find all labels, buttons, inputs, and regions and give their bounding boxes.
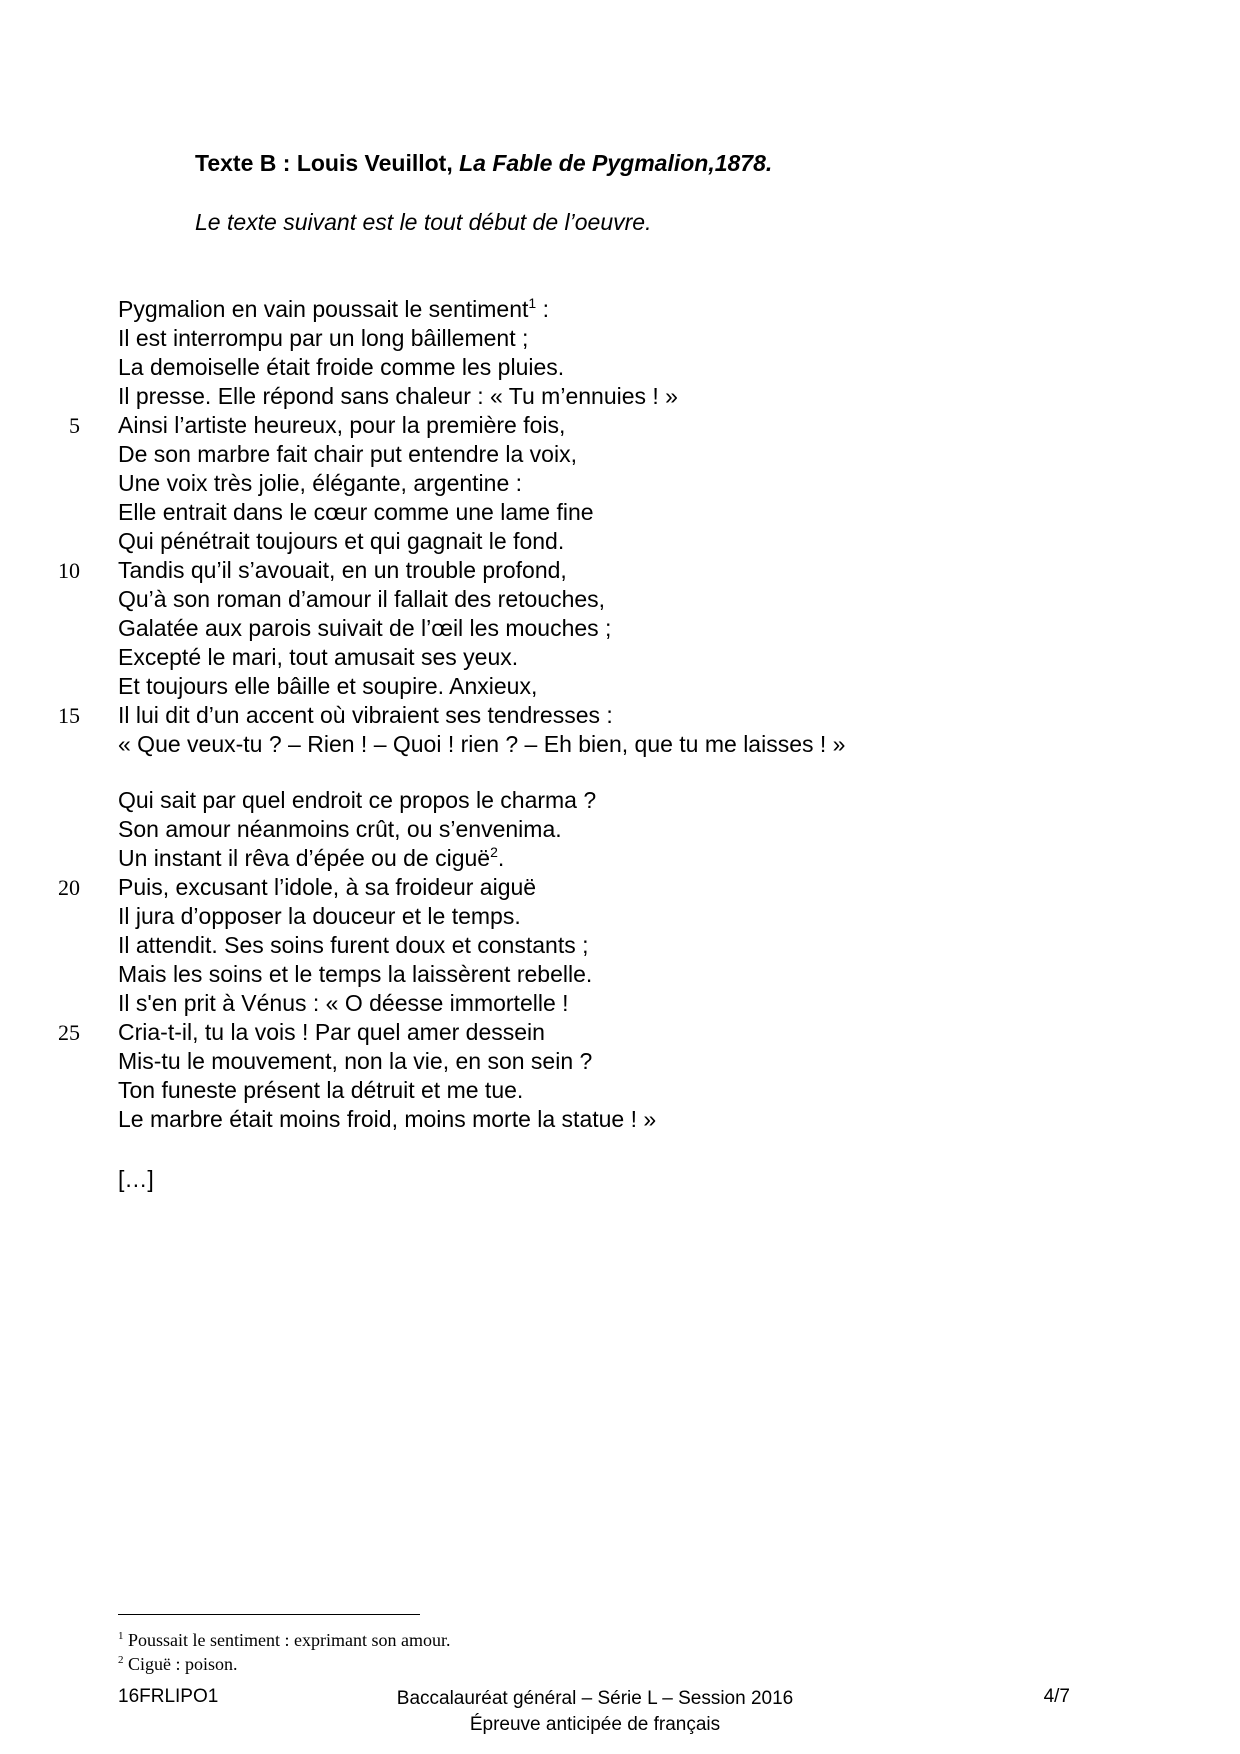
verse-text [118,411,565,440]
verse-line [0,614,1240,643]
verse-words: Galatée aux parois suivait de l’œil les mouches ; [118,615,612,641]
verse-line [0,469,1240,498]
verse-text [118,469,522,498]
verse-line [0,1105,1240,1134]
intro-note: Le texte suivant est le tout début de l’oeuvre. [195,209,652,235]
verse-words: Il s'en prit à Vénus : « O déesse immortelle ! [118,990,569,1016]
verse-line [0,1047,1240,1076]
verse-text [118,1076,523,1105]
verse-text [118,498,594,527]
verse-line [0,440,1240,469]
verse-line [0,498,1240,527]
verse-punctuation: : [536,296,549,322]
verse-line [0,989,1240,1018]
verse-text [118,960,592,989]
footnotes [118,1628,450,1676]
verse-line [0,382,1240,411]
verse-line [0,672,1240,701]
verse-line [0,815,1240,844]
verse-words: Mais les soins et le temps la laissèrent rebelle. [118,961,593,987]
verse-text [118,931,589,960]
verse-text [118,382,678,411]
verse-punctuation: . [497,845,505,871]
verse-line [0,411,1240,440]
poem-stanza-1 [0,295,1240,759]
verse-words: Et toujours elle bâille et soupire. Anxieux, [118,673,538,699]
verse-line [0,960,1240,989]
verse-words: Elle entrait dans le cœur comme une lame fine [118,499,594,525]
verse-words: Il jura d’opposer la douceur et le temps. [118,903,521,929]
verse-line [0,844,1240,873]
verse-text [118,556,567,585]
verse-text [118,643,518,672]
text-heading [195,150,772,177]
verse-words: Ainsi l’artiste heureux, pour la première fois, [118,412,566,438]
line-number: 25 [58,1020,80,1045]
verse-line [0,585,1240,614]
footer-line-1: Baccalauréat général – Série L – Session 2016 [396,1688,794,1709]
verse-text [118,844,504,873]
verse-words: Qui sait par quel endroit ce propos le charma ? [118,787,597,813]
verse-text [118,527,564,556]
verse-words: Mis-tu le mouvement, non la vie, en son sein ? [118,1048,593,1074]
verse-words: Cria-t-il, tu la vois ! Par quel amer dessein [118,1019,545,1045]
verse-words: « Que veux-tu ? – Rien ! – Quoi ! rien ? – Eh bien, que tu me laisses ! » [118,731,846,757]
verse-words: Son amour néanmoins crût, ou s’envenima. [118,816,562,842]
verse-words: Puis, excusant l’idole, à sa froideur aiguë [118,874,537,900]
verse-text [118,1105,656,1134]
verse-line [0,324,1240,353]
verse-text [118,701,613,730]
footnote-mark: 2 [118,1654,124,1666]
poem-stanza-2 [0,786,1240,1134]
verse-text [118,1018,545,1047]
verse-line [0,730,1240,759]
footnote-reference: 1 [528,295,537,311]
verse-line [0,1076,1240,1105]
verse-words: Il lui dit d’un accent où vibraient ses tendresses : [118,702,613,728]
verse-words: Il presse. Elle répond sans chaleur : « Tu m’ennuies ! » [118,383,678,409]
verse-text [118,614,611,643]
verse-words: Une voix très jolie, élégante, argentine : [118,470,523,496]
verse-line [0,786,1240,815]
line-number: 15 [58,703,80,728]
verse-line [0,931,1240,960]
verse-text [118,989,569,1018]
verse-text [118,440,577,469]
verse-text [118,815,562,844]
verse-words: Il attendit. Ses soins furent doux et constants ; [118,932,589,958]
verse-text [118,1047,592,1076]
verse-line [0,643,1240,672]
footnote-mark: 1 [118,1630,124,1642]
verse-text [118,295,549,324]
line-number: 10 [58,558,80,583]
verse-words: La demoiselle était froide comme les pluies. [118,354,565,380]
verse-text [118,786,596,815]
line-number: 20 [58,875,80,900]
verse-words: Qu’à son roman d’amour il fallait des retouches, [118,586,606,612]
verse-words: Il est interrompu par un long bâillement ; [118,325,529,351]
verse-line [0,873,1240,902]
line-number: 5 [69,413,80,438]
footnote-1 [118,1628,450,1652]
footer-line-2: Épreuve anticipée de français [469,1714,721,1735]
verse-words: Pygmalion en vain poussait le sentiment [118,296,529,322]
verse-text [118,902,521,931]
verse-line [0,295,1240,324]
footnote-text: Poussait le sentiment : exprimant son amour. [123,1630,451,1650]
verse-line [0,353,1240,382]
verse-words: De son marbre fait chair put entendre la voix, [118,441,577,467]
verse-text [118,353,564,382]
footnote-reference: 2 [490,844,498,860]
verse-line [0,701,1240,730]
verse-words: Qui pénétrait toujours et qui gagnait le fond. [118,528,565,554]
heading-label: Texte B : Louis Veuillot, [195,150,460,176]
verse-text [118,585,605,614]
verse-text [118,324,528,353]
verse-words: Un instant il rêva d’épée ou de ciguë [118,845,491,871]
footnote-2 [118,1652,450,1676]
verse-words: Ton funeste présent la détruit et me tue. [118,1077,524,1103]
footer-exam-code: 16FRLIPO1 [118,1686,219,1707]
verse-text [118,873,536,902]
verse-text [118,730,845,759]
heading-work-title: La Fable de Pygmalion,1878. [459,150,773,176]
verse-words: Le marbre était moins froid, moins morte la statue ! » [118,1106,657,1132]
verse-line [0,527,1240,556]
verse-line [0,556,1240,585]
verse-text [118,672,537,701]
poem-ellipsis: […] [118,1166,154,1192]
footnote-rule [118,1614,420,1615]
verse-words: Tandis qu’il s’avouait, en un trouble profond, [118,557,567,583]
footer-page-number: 4/7 [1043,1686,1070,1707]
footnote-text: Ciguë : poison. [123,1654,238,1674]
verse-line [0,1018,1240,1047]
verse-words: Excepté le mari, tout amusait ses yeux. [118,644,519,670]
verse-line [0,902,1240,931]
